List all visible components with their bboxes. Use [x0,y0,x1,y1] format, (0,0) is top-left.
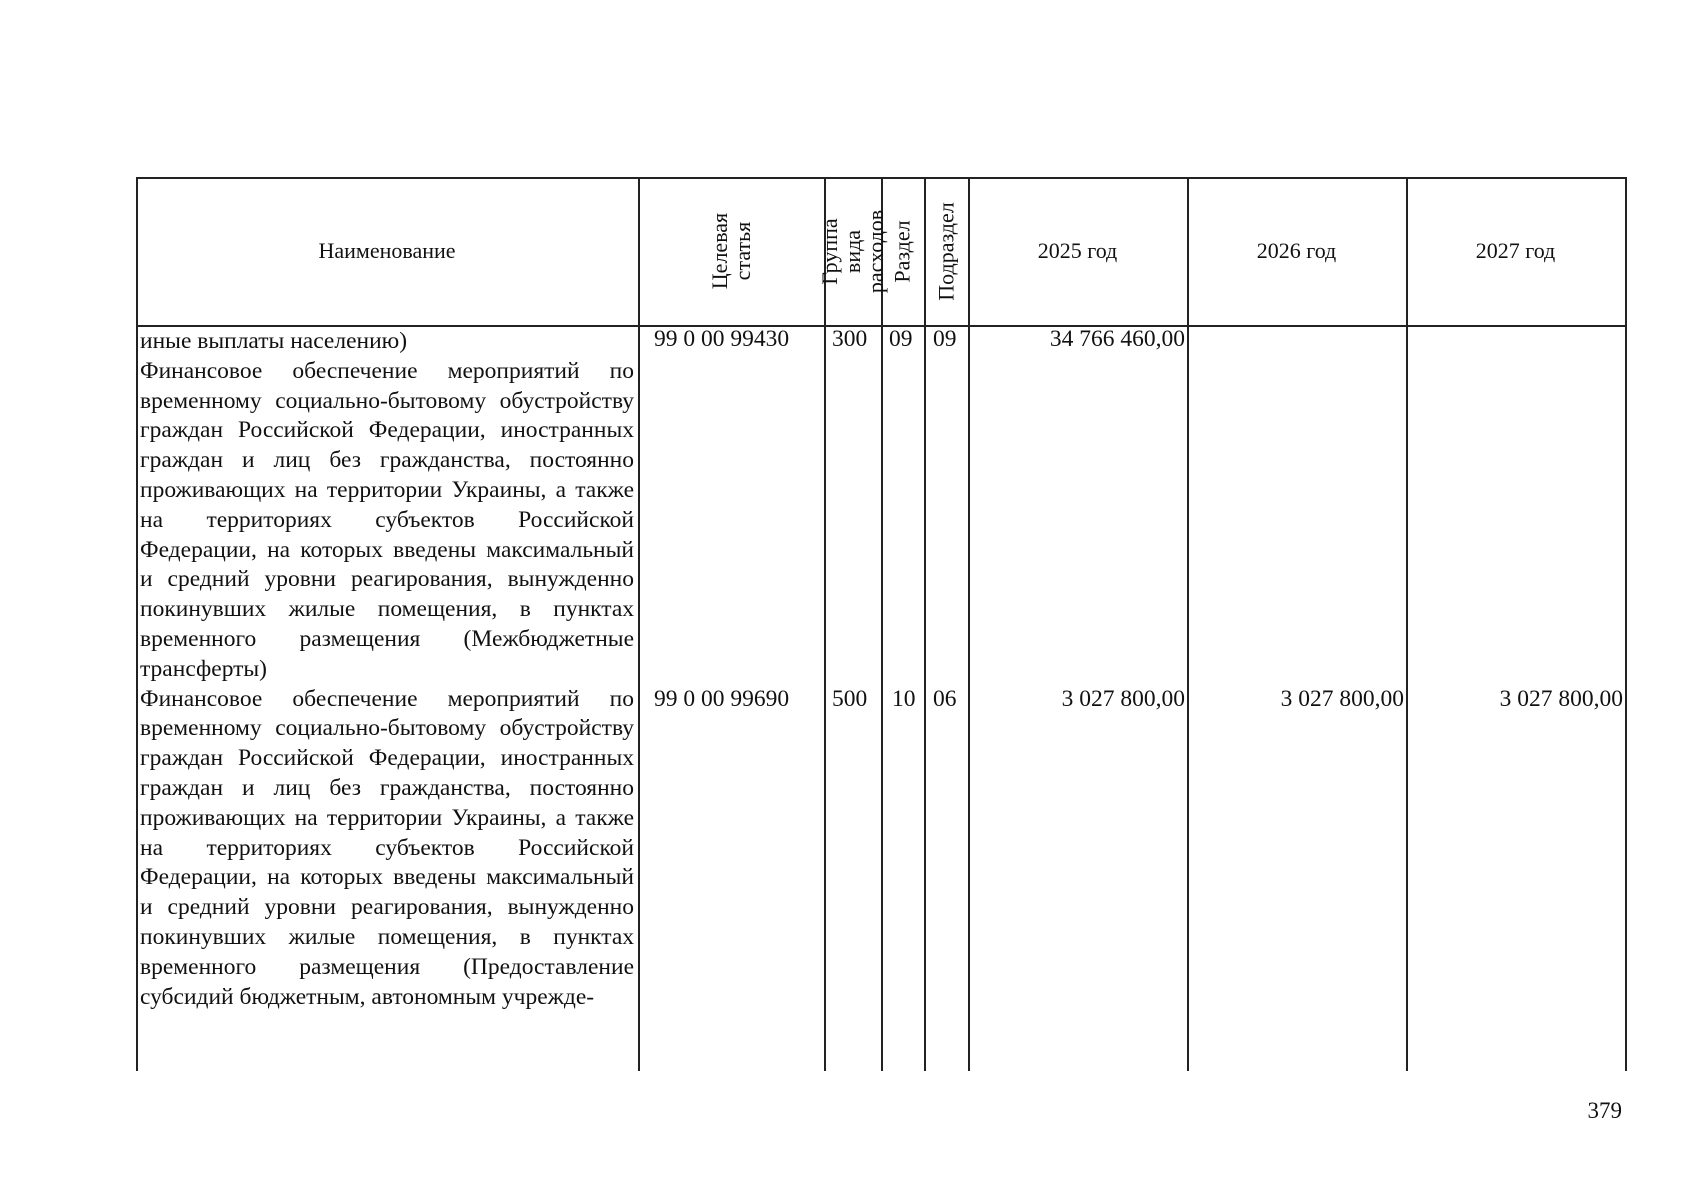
header-2026: 2026 год [1256,238,1337,263]
amount-2025: 3 027 800,00 [1061,686,1185,712]
target-code: 99 0 00 99430 [654,326,790,352]
expense-group: 500 [832,686,868,712]
header-group: Группа вида расходов [817,209,888,293]
row-name: иные выплаты населению) [140,328,408,354]
expense-group: 300 [832,326,868,352]
subsection-code: 06 [933,686,957,712]
col-border [1625,177,1627,1071]
subsection-code: 09 [933,326,957,352]
row-name: Финансовое обеспечение мероприятий по временному социально-бытовому обустройству граждан Российской Федерации, иностранных граждан и лиц без гражданства, постоянно проживающих на территории Украины, а также на территориях субъектов Российской Федерации, на которых введены максимальный и средний уровни реагирования, вынужденно покинувших жилые помещения, в пунктах временного размещения (Межбюджетные трансферты) [140,357,634,682]
page-number: 379 [1587,1098,1622,1123]
target-code: 99 0 00 99690 [654,686,790,712]
amount-2026: 3 027 800,00 [1280,686,1404,712]
section-code: 09 [889,326,913,352]
name-cell [140,327,634,1012]
header-2027: 2027 год [1475,238,1556,263]
header-name: Наименование [318,238,456,263]
header-2025: 2025 год [1037,238,1118,263]
budget-table [136,177,1626,1071]
amount-2025: 34 766 460,00 [1049,326,1185,352]
header-section: Раздел [890,219,916,283]
header-subsection: Подраздел [933,201,959,301]
amount-2027: 3 027 800,00 [1499,686,1623,712]
row-name: Финансовое обеспечение мероприятий по временному социально-бытовому обустройству граждан Российской Федерации, иностранных граждан и лиц без гражданства, постоянно проживающих на территории Украины, а также на территориях субъектов Российской Федерации, на которых введены максимальный и средний уровни реагирования, вынужденно покинувших жилые помещения, в пунктах временного размещения (Предоставление субсидий бюджетным, автономным учрежде- [140,685,634,1010]
header-target: Целевая статья [707,212,755,290]
section-code: 10 [892,686,916,712]
